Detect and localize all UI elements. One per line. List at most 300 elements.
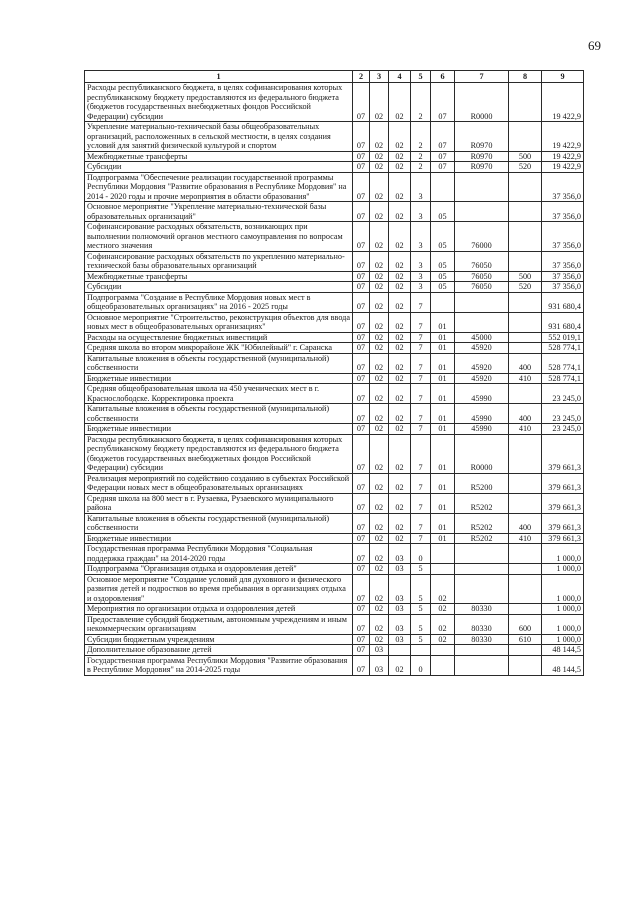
row-code-cell: 2: [411, 83, 431, 122]
row-code-cell: 02: [389, 384, 411, 404]
row-sum-cell: 37 356,0: [542, 251, 584, 271]
row-code-cell: 07: [353, 434, 370, 473]
table-row: [85, 473, 584, 493]
row-code-cell: [509, 493, 542, 513]
header-col-1: 1: [85, 71, 353, 83]
row-code-cell: 02: [389, 292, 411, 312]
table-row: [85, 384, 584, 404]
row-code-cell: 07: [431, 83, 455, 122]
row-sum-cell: 1 000,0: [542, 634, 584, 645]
row-code-cell: 03: [370, 655, 389, 675]
row-code-cell: 610: [509, 634, 542, 645]
row-code-cell: 02: [370, 251, 389, 271]
row-code-cell: 02: [389, 312, 411, 332]
row-code-cell: [509, 384, 542, 404]
row-code-cell: 500: [509, 151, 542, 162]
row-code-cell: 5: [411, 634, 431, 645]
row-code-cell: 05: [431, 202, 455, 222]
row-code-cell: 3: [411, 172, 431, 202]
row-code-cell: [455, 574, 509, 604]
row-sum-cell: 379 661,3: [542, 434, 584, 473]
table-row: [85, 373, 584, 384]
row-code-cell: 02: [389, 282, 411, 293]
row-code-cell: 03: [389, 614, 411, 634]
row-sum-cell: 1 000,0: [542, 604, 584, 615]
row-name-cell: Государственная программа Республики Мордовия "Развитие образования в Республике Мордовия" на 2014-2025 годы: [85, 655, 353, 675]
row-code-cell: 7: [411, 353, 431, 373]
row-code-cell: 7: [411, 533, 431, 544]
row-code-cell: 3: [411, 271, 431, 282]
table-row: [85, 634, 584, 645]
row-code-cell: 7: [411, 493, 431, 513]
row-code-cell: 520: [509, 162, 542, 173]
header-col-5: 5: [411, 71, 431, 83]
row-code-cell: 02: [389, 513, 411, 533]
row-code-cell: 520: [509, 282, 542, 293]
row-sum-cell: 379 661,3: [542, 493, 584, 513]
row-name-cell: Реализация мероприятий по содействию созданию в субъектах Российской Федерации новых мест в общеобразовательных организациях: [85, 473, 353, 493]
row-name-cell: Софинансирование расходных обязательств, возникающих при выполнении полномочий органов местного самоуправления по вопросам местного значения: [85, 222, 353, 252]
row-code-cell: 76000: [455, 222, 509, 252]
header-col-9: 9: [542, 71, 584, 83]
row-name-cell: Расходы республиканского бюджета, в целях софинансирования которых республиканскому бюджету предоставляются из федерального бюджета (бюджетов государственных внебюджетных фондов Российской Федерации) субсидии: [85, 434, 353, 473]
table-row: [85, 424, 584, 435]
row-name-cell: Подпрограмма "Обеспечение реализации государственной программы Республики Мордовия "Развитие образования в Республике Мордовия" на 2014 - 2020 годы и прочие мероприятия в области образования": [85, 172, 353, 202]
row-code-cell: [431, 292, 455, 312]
row-code-cell: 02: [370, 83, 389, 122]
row-code-cell: [431, 564, 455, 575]
row-code-cell: [509, 473, 542, 493]
row-name-cell: Субсидии бюджетным учреждениям: [85, 634, 353, 645]
row-code-cell: 07: [353, 384, 370, 404]
row-code-cell: 45990: [455, 384, 509, 404]
row-name-cell: Бюджетные инвестиции: [85, 373, 353, 384]
table-row: [85, 513, 584, 533]
row-name-cell: Расходы республиканского бюджета, в целях софинансирования которых республиканскому бюджету предоставляются из федерального бюджета (бюджетов государственных внебюджетных фондов Российской Федерации) субсидии: [85, 83, 353, 122]
row-code-cell: 45990: [455, 424, 509, 435]
row-code-cell: 02: [370, 473, 389, 493]
row-code-cell: 400: [509, 353, 542, 373]
row-code-cell: 01: [431, 473, 455, 493]
row-code-cell: [509, 645, 542, 656]
row-code-cell: 80330: [455, 614, 509, 634]
row-code-cell: 02: [370, 604, 389, 615]
row-code-cell: 03: [389, 564, 411, 575]
row-sum-cell: 528 774,1: [542, 343, 584, 354]
row-code-cell: [431, 544, 455, 564]
row-code-cell: 07: [353, 544, 370, 564]
row-code-cell: 02: [370, 332, 389, 343]
row-code-cell: 01: [431, 343, 455, 354]
table-row: [85, 434, 584, 473]
row-code-cell: 07: [353, 202, 370, 222]
row-code-cell: 03: [389, 604, 411, 615]
row-code-cell: 01: [431, 332, 455, 343]
row-code-cell: 02: [370, 202, 389, 222]
row-code-cell: 07: [353, 533, 370, 544]
row-code-cell: R0000: [455, 83, 509, 122]
row-code-cell: R0970: [455, 151, 509, 162]
row-name-cell: Государственная программа Республики Мордовия "Социальная поддержка граждан" на 2014-2020 годы: [85, 544, 353, 564]
row-code-cell: 07: [353, 343, 370, 354]
row-name-cell: Основное мероприятие "Укрепление материально-технической базы образовательных организаций": [85, 202, 353, 222]
row-code-cell: 05: [431, 271, 455, 282]
row-code-cell: 400: [509, 513, 542, 533]
row-code-cell: 7: [411, 332, 431, 343]
row-code-cell: 5: [411, 604, 431, 615]
row-code-cell: [455, 312, 509, 332]
row-code-cell: 05: [431, 222, 455, 252]
row-sum-cell: 48 144,5: [542, 645, 584, 656]
row-sum-cell: 931 680,4: [542, 292, 584, 312]
row-code-cell: 3: [411, 251, 431, 271]
row-name-cell: Субсидии: [85, 162, 353, 173]
row-code-cell: 02: [389, 533, 411, 544]
row-sum-cell: 528 774,1: [542, 353, 584, 373]
row-code-cell: 07: [353, 222, 370, 252]
row-code-cell: [411, 645, 431, 656]
row-code-cell: 45990: [455, 404, 509, 424]
row-code-cell: R0970: [455, 162, 509, 173]
table-row: [85, 162, 584, 173]
row-code-cell: 02: [370, 493, 389, 513]
table-row: [85, 645, 584, 656]
row-code-cell: 03: [389, 634, 411, 645]
row-code-cell: 02: [389, 343, 411, 354]
table-row: [85, 574, 584, 604]
table-row: [85, 614, 584, 634]
row-sum-cell: 379 661,3: [542, 513, 584, 533]
row-code-cell: 02: [370, 434, 389, 473]
row-code-cell: [509, 564, 542, 575]
row-code-cell: R5202: [455, 533, 509, 544]
row-sum-cell: 1 000,0: [542, 544, 584, 564]
row-code-cell: [509, 292, 542, 312]
row-code-cell: 02: [389, 373, 411, 384]
row-code-cell: [455, 292, 509, 312]
row-name-cell: Основное мероприятие "Строительство, реконструкция объектов для ввода новых мест в общеобразовательных организациях": [85, 312, 353, 332]
row-code-cell: 07: [353, 634, 370, 645]
row-code-cell: 02: [370, 614, 389, 634]
row-code-cell: 7: [411, 292, 431, 312]
row-code-cell: 05: [431, 251, 455, 271]
row-code-cell: 07: [353, 312, 370, 332]
row-code-cell: 02: [370, 151, 389, 162]
row-code-cell: 5: [411, 574, 431, 604]
row-code-cell: 02: [389, 162, 411, 173]
table-row: [85, 202, 584, 222]
row-code-cell: 7: [411, 434, 431, 473]
row-sum-cell: 23 245,0: [542, 404, 584, 424]
row-code-cell: 07: [353, 473, 370, 493]
row-code-cell: 05: [431, 282, 455, 293]
header-col-4: 4: [389, 71, 411, 83]
row-code-cell: 02: [431, 604, 455, 615]
row-name-cell: Дополнительное образование детей: [85, 645, 353, 656]
row-code-cell: 80330: [455, 604, 509, 615]
row-code-cell: 02: [389, 434, 411, 473]
row-name-cell: Средняя общеобразовательная школа на 450 ученических мест в г. Краснослободске. Корректировка проекта: [85, 384, 353, 404]
row-code-cell: [509, 574, 542, 604]
row-name-cell: Бюджетные инвестиции: [85, 533, 353, 544]
row-code-cell: 500: [509, 271, 542, 282]
row-code-cell: 02: [370, 373, 389, 384]
row-code-cell: [509, 202, 542, 222]
row-code-cell: 07: [431, 122, 455, 152]
row-code-cell: 3: [411, 202, 431, 222]
row-name-cell: Субсидии: [85, 282, 353, 293]
row-code-cell: 2: [411, 151, 431, 162]
row-code-cell: 02: [389, 151, 411, 162]
row-sum-cell: 23 245,0: [542, 384, 584, 404]
row-code-cell: 02: [370, 544, 389, 564]
row-code-cell: [509, 343, 542, 354]
row-code-cell: 45000: [455, 332, 509, 343]
table-row: [85, 353, 584, 373]
page-number: 69: [588, 38, 601, 53]
row-code-cell: 07: [353, 614, 370, 634]
row-code-cell: 03: [370, 645, 389, 656]
row-code-cell: [509, 434, 542, 473]
row-code-cell: 7: [411, 312, 431, 332]
row-code-cell: 02: [431, 634, 455, 645]
table-row: [85, 604, 584, 615]
row-code-cell: [455, 202, 509, 222]
row-code-cell: [455, 655, 509, 675]
row-name-cell: Капитальные вложения в объекты государственной (муниципальной) собственности: [85, 404, 353, 424]
row-code-cell: 7: [411, 384, 431, 404]
row-code-cell: 02: [370, 312, 389, 332]
row-code-cell: [509, 83, 542, 122]
table-row: [85, 404, 584, 424]
row-code-cell: 02: [431, 614, 455, 634]
table-row: [85, 312, 584, 332]
row-code-cell: 02: [370, 172, 389, 202]
row-code-cell: 02: [370, 292, 389, 312]
row-sum-cell: 552 019,1: [542, 332, 584, 343]
header-col-2: 2: [353, 71, 370, 83]
row-code-cell: [509, 122, 542, 152]
table-row: [85, 271, 584, 282]
row-code-cell: 02: [389, 473, 411, 493]
header-col-7: 7: [455, 71, 509, 83]
row-sum-cell: 23 245,0: [542, 424, 584, 435]
row-code-cell: [455, 645, 509, 656]
row-code-cell: 07: [353, 404, 370, 424]
row-code-cell: 02: [370, 564, 389, 575]
row-code-cell: 7: [411, 424, 431, 435]
row-name-cell: Капитальные вложения в объекты государственной (муниципальной) собственности: [85, 353, 353, 373]
row-code-cell: 02: [370, 404, 389, 424]
row-code-cell: 02: [389, 353, 411, 373]
row-code-cell: 45920: [455, 353, 509, 373]
table-row: [85, 533, 584, 544]
row-code-cell: 07: [353, 513, 370, 533]
header-col-6: 6: [431, 71, 455, 83]
row-code-cell: 02: [370, 222, 389, 252]
row-code-cell: R5202: [455, 493, 509, 513]
row-code-cell: 5: [411, 614, 431, 634]
row-code-cell: [509, 172, 542, 202]
table-body: [85, 83, 584, 676]
row-code-cell: [455, 544, 509, 564]
row-code-cell: 600: [509, 614, 542, 634]
row-code-cell: 7: [411, 404, 431, 424]
row-code-cell: [455, 564, 509, 575]
row-code-cell: 410: [509, 373, 542, 384]
row-code-cell: 07: [353, 574, 370, 604]
row-code-cell: 02: [370, 122, 389, 152]
row-code-cell: 76050: [455, 282, 509, 293]
table-row: [85, 172, 584, 202]
row-code-cell: 07: [353, 424, 370, 435]
row-code-cell: 02: [389, 655, 411, 675]
table-row: [85, 544, 584, 564]
row-code-cell: [431, 172, 455, 202]
table-row: [85, 564, 584, 575]
row-sum-cell: 379 661,3: [542, 533, 584, 544]
row-code-cell: 07: [353, 493, 370, 513]
header-col-8: 8: [509, 71, 542, 83]
row-code-cell: 01: [431, 424, 455, 435]
row-code-cell: 07: [353, 271, 370, 282]
header-col-3: 3: [370, 71, 389, 83]
row-code-cell: 01: [431, 434, 455, 473]
row-code-cell: 02: [431, 574, 455, 604]
row-code-cell: 02: [370, 282, 389, 293]
row-code-cell: 410: [509, 533, 542, 544]
row-code-cell: 02: [370, 384, 389, 404]
row-code-cell: 07: [353, 282, 370, 293]
row-code-cell: [455, 172, 509, 202]
row-code-cell: 01: [431, 373, 455, 384]
row-code-cell: R5202: [455, 513, 509, 533]
row-code-cell: 0: [411, 544, 431, 564]
table-row: [85, 493, 584, 513]
row-code-cell: 0: [411, 655, 431, 675]
row-code-cell: 7: [411, 513, 431, 533]
row-code-cell: 03: [389, 574, 411, 604]
row-code-cell: 02: [370, 353, 389, 373]
table-header-row: [85, 71, 584, 83]
row-code-cell: 02: [389, 424, 411, 435]
row-code-cell: [509, 604, 542, 615]
row-name-cell: Подпрограмма "Организация отдыха и оздоровления детей": [85, 564, 353, 575]
row-code-cell: 02: [370, 424, 389, 435]
table-row: [85, 292, 584, 312]
row-code-cell: 07: [353, 122, 370, 152]
row-code-cell: 02: [370, 533, 389, 544]
row-sum-cell: 19 422,9: [542, 162, 584, 173]
row-code-cell: [431, 645, 455, 656]
row-code-cell: 02: [389, 404, 411, 424]
row-code-cell: 02: [389, 251, 411, 271]
row-name-cell: Межбюджетные трансферты: [85, 271, 353, 282]
row-code-cell: 7: [411, 473, 431, 493]
row-code-cell: [509, 544, 542, 564]
table-row: [85, 83, 584, 122]
row-code-cell: 02: [389, 202, 411, 222]
row-sum-cell: 37 356,0: [542, 222, 584, 252]
row-code-cell: 07: [353, 332, 370, 343]
row-code-cell: 3: [411, 222, 431, 252]
row-code-cell: 07: [431, 151, 455, 162]
row-code-cell: [509, 312, 542, 332]
row-code-cell: 410: [509, 424, 542, 435]
row-code-cell: 02: [389, 83, 411, 122]
row-code-cell: 76050: [455, 251, 509, 271]
row-code-cell: 01: [431, 353, 455, 373]
row-code-cell: 02: [389, 332, 411, 343]
row-sum-cell: 48 144,5: [542, 655, 584, 675]
row-code-cell: 01: [431, 384, 455, 404]
row-code-cell: R0970: [455, 122, 509, 152]
row-code-cell: 76050: [455, 271, 509, 282]
row-sum-cell: 379 661,3: [542, 473, 584, 493]
row-code-cell: 80330: [455, 634, 509, 645]
row-code-cell: 02: [370, 343, 389, 354]
row-sum-cell: 528 774,1: [542, 373, 584, 384]
row-name-cell: Софинансирование расходных обязательств по укреплению материально-технической базы образовательных организаций: [85, 251, 353, 271]
row-code-cell: [431, 655, 455, 675]
row-code-cell: 07: [431, 162, 455, 173]
row-code-cell: R5200: [455, 473, 509, 493]
row-code-cell: 400: [509, 404, 542, 424]
row-sum-cell: 37 356,0: [542, 172, 584, 202]
row-code-cell: 01: [431, 533, 455, 544]
table-row: [85, 282, 584, 293]
row-code-cell: 01: [431, 312, 455, 332]
row-code-cell: [509, 222, 542, 252]
row-name-cell: Основное мероприятие "Создание условий для духовного и физического развития детей и подростков во время пребывания в организациях отдыха и оздоровления": [85, 574, 353, 604]
table-row: [85, 151, 584, 162]
row-code-cell: 07: [353, 172, 370, 202]
row-code-cell: 2: [411, 162, 431, 173]
row-code-cell: 07: [353, 604, 370, 615]
row-code-cell: 01: [431, 513, 455, 533]
row-name-cell: Предоставление субсидий бюджетным, автономным учреждениям и иным некоммерческим организациям: [85, 614, 353, 634]
row-code-cell: 01: [431, 404, 455, 424]
row-code-cell: 02: [370, 162, 389, 173]
row-code-cell: 2: [411, 122, 431, 152]
row-sum-cell: 37 356,0: [542, 282, 584, 293]
row-code-cell: 02: [370, 634, 389, 645]
row-sum-cell: 931 680,4: [542, 312, 584, 332]
row-code-cell: 02: [370, 574, 389, 604]
row-code-cell: 07: [353, 564, 370, 575]
row-code-cell: [509, 332, 542, 343]
row-name-cell: Межбюджетные трансферты: [85, 151, 353, 162]
budget-table: [84, 70, 584, 676]
row-sum-cell: 37 356,0: [542, 202, 584, 222]
row-name-cell: Бюджетные инвестиции: [85, 424, 353, 435]
row-code-cell: 02: [389, 122, 411, 152]
row-code-cell: 07: [353, 353, 370, 373]
table-row: [85, 251, 584, 271]
row-code-cell: 45920: [455, 373, 509, 384]
row-sum-cell: 1 000,0: [542, 574, 584, 604]
table-row: [85, 222, 584, 252]
row-code-cell: 02: [389, 222, 411, 252]
row-code-cell: 07: [353, 292, 370, 312]
table-row: [85, 332, 584, 343]
row-code-cell: 07: [353, 645, 370, 656]
row-code-cell: [389, 645, 411, 656]
row-code-cell: 02: [389, 172, 411, 202]
table-row: [85, 122, 584, 152]
row-sum-cell: 19 422,9: [542, 122, 584, 152]
table-row: [85, 655, 584, 675]
